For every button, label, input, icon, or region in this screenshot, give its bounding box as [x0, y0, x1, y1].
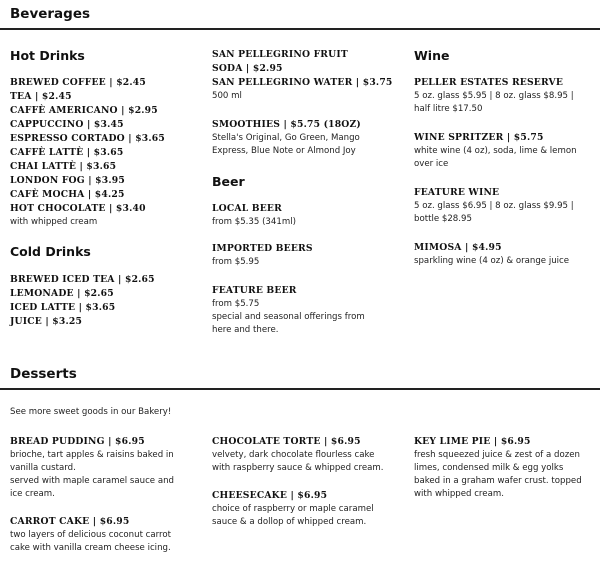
menu-item: SMOOTHIES | $5.75 (18OZ)	[212, 119, 361, 130]
menu-item: BREAD PUDDING | $6.95	[10, 436, 145, 447]
cheesecake-block	[212, 489, 392, 529]
item-description: cake with vanilla cream cheese icing.	[10, 543, 171, 553]
menu-item: CARROT CAKE | $6.95	[10, 516, 130, 527]
menu-item: FEATURE WINE	[414, 187, 500, 198]
local-beer-block	[212, 202, 392, 229]
desserts-divider	[0, 388, 600, 390]
key-lime-pie-block	[414, 435, 594, 501]
spritzer-block	[414, 131, 594, 171]
item-description: baked in a graham wafer crust. topped	[414, 476, 582, 486]
pellegrino-block	[212, 48, 392, 103]
menu-item: ESPRESSO CORTADO | $3.65	[10, 133, 165, 144]
item-description: served with maple caramel sauce and	[10, 476, 174, 486]
menu-item: CHEESECAKE | $6.95	[212, 490, 328, 501]
item-description: with whipped cream.	[414, 489, 504, 499]
menu-item: CAFÈ MOCHA | $4.25	[10, 189, 125, 200]
item-description: brioche, tart apples & raisins baked in	[10, 450, 174, 460]
item-description: Express, Blue Note or Almond Joy	[212, 146, 356, 156]
hot-drinks-list	[10, 76, 190, 229]
item-description: limes, condensed milk & egg yolks	[414, 463, 564, 473]
menu-item: BREWED COFFEE | $2.45	[10, 77, 146, 88]
menu-item: TEA | $2.45	[10, 91, 72, 102]
item-description: here and there.	[212, 325, 279, 335]
menu-item: CHAI LATTÈ | $3.65	[10, 161, 117, 172]
menu-item: MIMOSA | $4.95	[414, 242, 502, 253]
menu-item: CHOCOLATE TORTE | $6.95	[212, 436, 361, 447]
cold-drinks-list	[10, 273, 190, 329]
peller-block	[414, 76, 594, 116]
menu-item: CAFFÈ LATTÈ | $3.65	[10, 147, 124, 158]
smoothies-block	[212, 118, 392, 158]
menu-item: LOCAL BEER	[212, 203, 282, 214]
item-description: over ice	[414, 159, 449, 169]
menu-item: HOT CHOCOLATE | $3.40	[10, 203, 146, 214]
feature-wine-block	[414, 186, 594, 226]
menu-item: BREWED ICED TEA | $2.65	[10, 274, 155, 285]
cold-drinks-heading: Cold Drinks	[10, 244, 91, 259]
desserts-intro: See more sweet goods in our Bakery!	[10, 407, 172, 417]
carrot-cake-block	[10, 515, 190, 555]
beverages-divider	[0, 28, 600, 30]
item-description: from $5.95	[212, 257, 260, 267]
item-description: from $5.35 (341ml)	[212, 217, 296, 227]
item-description: with raspberry sauce & whipped cream.	[212, 463, 384, 473]
menu-item: SODA | $2.95	[212, 63, 283, 74]
item-description: ice cream.	[10, 489, 55, 499]
hot-drinks-heading: Hot Drinks	[10, 48, 85, 63]
imported-beer-block	[212, 242, 392, 269]
mimosa-block	[414, 241, 594, 268]
menu-item: SAN PELLEGRINO FRUIT	[212, 49, 348, 60]
feature-beer-block	[212, 284, 392, 337]
menu-item: WINE SPRITZER | $5.75	[414, 132, 544, 143]
item-description: choice of raspberry or maple caramel	[212, 504, 374, 514]
item-description: with whipped cream	[10, 217, 98, 227]
item-description: Stella's Original, Go Green, Mango	[212, 133, 360, 143]
menu-item: PELLER ESTATES RESERVE	[414, 77, 564, 88]
item-description: bottle $28.95	[414, 214, 472, 224]
item-description: white wine (4 oz), soda, lime & lemon	[414, 146, 577, 156]
item-description: sparkling wine (4 oz) & orange juice	[414, 256, 570, 266]
menu-item: SAN PELLEGRINO WATER | $3.75	[212, 77, 393, 88]
menu-item: KEY LIME PIE | $6.95	[414, 436, 531, 447]
beverages-title: Beverages	[10, 6, 91, 22]
item-description: 5 oz. glass $6.95 | 8 oz. glass $9.95 |	[414, 201, 574, 211]
menu-item: CAFFÈ AMERICANO | $2.95	[10, 105, 158, 116]
menu-item: JUICE | $3.25	[10, 316, 83, 327]
menu-item: CAPPUCCINO | $3.45	[10, 119, 124, 130]
item-description: vanilla custard.	[10, 463, 76, 473]
item-description: from $5.75	[212, 299, 260, 309]
item-description: sauce & a dollop of whipped cream.	[212, 517, 367, 527]
menu-item: LEMONADE | $2.65	[10, 288, 114, 299]
item-description: 500 ml	[212, 91, 242, 101]
item-description: 5 oz. glass $5.95 | 8 oz. glass $8.95 |	[414, 91, 574, 101]
chocolate-torte-block	[212, 435, 392, 475]
menu-item: IMPORTED BEERS	[212, 243, 313, 254]
menu-item: LONDON FOG | $3.95	[10, 175, 125, 186]
item-description: fresh squeezed juice & zest of a dozen	[414, 450, 580, 460]
menu-item: ICED LATTE | $3.65	[10, 302, 116, 313]
beer-heading: Beer	[212, 174, 245, 189]
item-description: special and seasonal offerings from	[212, 312, 365, 322]
item-description: velvety, dark chocolate flourless cake	[212, 450, 375, 460]
bread-pudding-block	[10, 435, 190, 501]
item-description: half litre $17.50	[414, 104, 483, 114]
desserts-title: Desserts	[10, 366, 77, 382]
wine-heading: Wine	[414, 48, 450, 63]
item-description: two layers of delicious coconut carrot	[10, 530, 172, 540]
menu-item: FEATURE BEER	[212, 285, 297, 296]
